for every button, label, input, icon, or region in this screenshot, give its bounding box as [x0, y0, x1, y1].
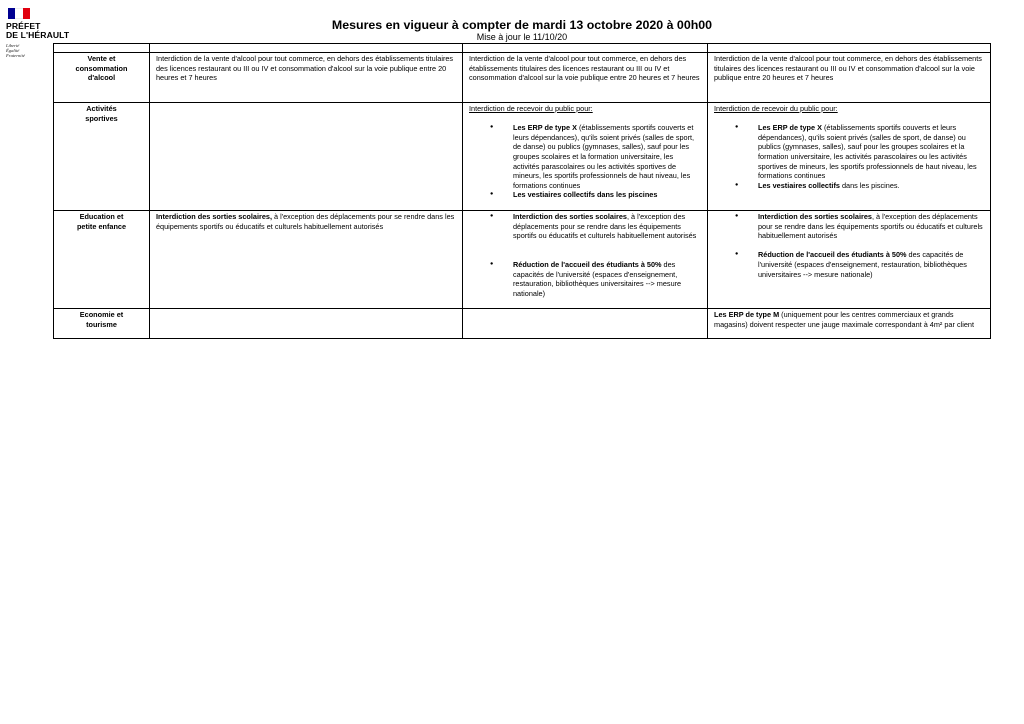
row-label-line: Vente et — [87, 54, 116, 63]
page-title: Mesures en vigueur à compter de mardi 13 octobre 2020 à 00h00 — [331, 18, 713, 32]
header-cell — [708, 44, 991, 53]
item-text: , à l'exception des déplacements pour se rendre dans les équipements sportifs ou éducatifs et culturels habituellement autorisés — [513, 212, 697, 241]
motto-egalite: Égalité — [6, 48, 20, 54]
sport-cell-3 — [708, 103, 991, 211]
table-row — [54, 103, 991, 211]
sport-intro: Interdiction de recevoir du public pour: — [469, 104, 593, 113]
table-row — [54, 53, 991, 103]
motto-liberte: Liberté — [6, 43, 20, 48]
bold-text: Réduction de l'accueil des étudiants à 50% — [758, 250, 907, 260]
education-cell-1 — [150, 211, 463, 309]
header-cell — [463, 44, 708, 53]
economie-cell-2 — [463, 309, 708, 339]
bold-text: Les vestiaires collectifs — [758, 180, 840, 190]
item-text: (uniquement pour les centres commerciaux et grands magasins) doivent respecter une jauge maximale correspondant à 4m² par client — [714, 310, 974, 329]
bold-text: Interdiction des sorties scolaires, — [156, 212, 272, 221]
list-item — [469, 190, 701, 200]
bold-text: Les vestiaires collectifs dans les piscines — [513, 190, 658, 200]
sport-cell-2 — [463, 103, 708, 211]
item-text: (établissements sportifs couverts et leurs dépendances), qu'ils soient privés (salles de sport, de danse) ou publics (gymnases, salles), sauf pour les groupes scolaires et la formation universitaire, les activités parascolaires ou les activités sportives de mineurs, les sportifs professionnels de haut niveau, les formations continues — [513, 123, 695, 190]
education-cell-3 — [708, 211, 991, 309]
list-item — [469, 260, 701, 298]
education-cell-2 — [463, 211, 708, 309]
economie-cell-3 — [708, 309, 991, 339]
row-label-alcool — [54, 53, 150, 103]
row-label-line: d'alcool — [87, 73, 116, 83]
item-text: à l'exception des déplacements pour se rendre dans les équipements sportifs ou éducatifs et culturels habituellement autorisés — [156, 212, 455, 231]
education-list — [714, 212, 984, 241]
education-list — [714, 250, 984, 279]
bold-text: Interdiction des sorties scolaires — [513, 212, 627, 221]
table-header-row — [54, 44, 991, 53]
list-item — [714, 250, 984, 279]
logo-line-1: PRÉFET — [6, 21, 41, 31]
header-cell — [150, 44, 463, 53]
list-item — [714, 212, 984, 241]
sport-list — [714, 123, 984, 190]
table-row — [54, 309, 991, 339]
alcool-cell-1: Interdiction de la vente d'alcool pour tout commerce, en dehors des établissements titulaires des licences restaurant ou III ou IV et consommation d'alcool sur la voie publique entre 20 heures et 7 heures — [150, 53, 463, 103]
item-text: (établissements sportifs couverts et leurs dépendances), qu'ils soient privés (salles de sport, de danse) ou publics (gymnases, salles), sauf pour les groupes scolaires et la formation universitaire, les activités parascolaires ou les activités sportives de mineurs, les sportifs professionnels de haut niveau, les formations continues — [758, 123, 977, 181]
education-list — [469, 260, 701, 298]
logo-line-2: DE L'HÉRAULT — [6, 30, 70, 40]
row-label-line: Education et — [79, 212, 124, 221]
bold-text: Réduction de l'accueil des étudiants à 50% — [513, 259, 662, 269]
education-list — [469, 212, 701, 241]
row-label-line: sportives — [85, 113, 118, 123]
row-label-education — [54, 211, 150, 309]
list-item — [714, 181, 984, 191]
sport-list — [469, 123, 701, 200]
item-text: des capacités de l'université (espaces d'enseignement, restauration, bibliothèques universitaires --> mesure nationale) — [513, 259, 682, 298]
bold-text: Interdiction des sorties scolaires — [758, 212, 872, 221]
sport-intro: Interdiction de recevoir du public pour: — [714, 104, 838, 113]
row-label-line: Activités — [86, 104, 117, 113]
list-item — [469, 212, 701, 241]
row-label-economie — [54, 309, 150, 339]
sport-cell-1 — [150, 103, 463, 211]
alcool-cell-2: Interdiction de la vente d'alcool pour tout commerce, en dehors des établissements titulaires des licences restaurant ou III ou IV et consommation d'alcool sur la voie publique entre 20 heures et 7 heures — [463, 53, 708, 103]
row-label-line: Economie et — [79, 310, 124, 319]
row-label-sport — [54, 103, 150, 211]
measures-table — [53, 43, 991, 339]
bold-text: Les ERP de type X — [758, 123, 822, 133]
list-item — [714, 123, 984, 181]
item-text: , à l'exception des déplacements pour se rendre dans les équipements sportifs ou éducatifs et culturels habituellement autorisés — [758, 212, 983, 241]
list-item — [469, 123, 701, 190]
header-cell — [54, 44, 150, 53]
bold-text: Les ERP de type X — [513, 123, 577, 133]
row-label-line: consommation — [75, 63, 128, 73]
economie-cell-1 — [150, 309, 463, 339]
table-row — [54, 211, 991, 309]
item-text: dans les piscines. — [839, 180, 900, 190]
row-label-line: petite enfance — [76, 221, 127, 231]
item-text: des capacités de l'université (espaces d'enseignement, restauration, bibliothèques universitaires --> mesure nationale) — [758, 250, 967, 279]
alcool-cell-3: Interdiction de la vente d'alcool pour tout commerce, en dehors des établissements titulaires des licences restaurant ou III ou IV et consommation d'alcool sur la voie publique entre 20 heures et 7 heures — [708, 53, 991, 103]
motto-fraternite: Fraternité — [6, 53, 25, 59]
bold-text: Les ERP de type M — [714, 310, 780, 319]
page-subtitle: Mise à jour le 11/10/20 — [476, 32, 568, 42]
row-label-line: tourisme — [86, 319, 117, 329]
